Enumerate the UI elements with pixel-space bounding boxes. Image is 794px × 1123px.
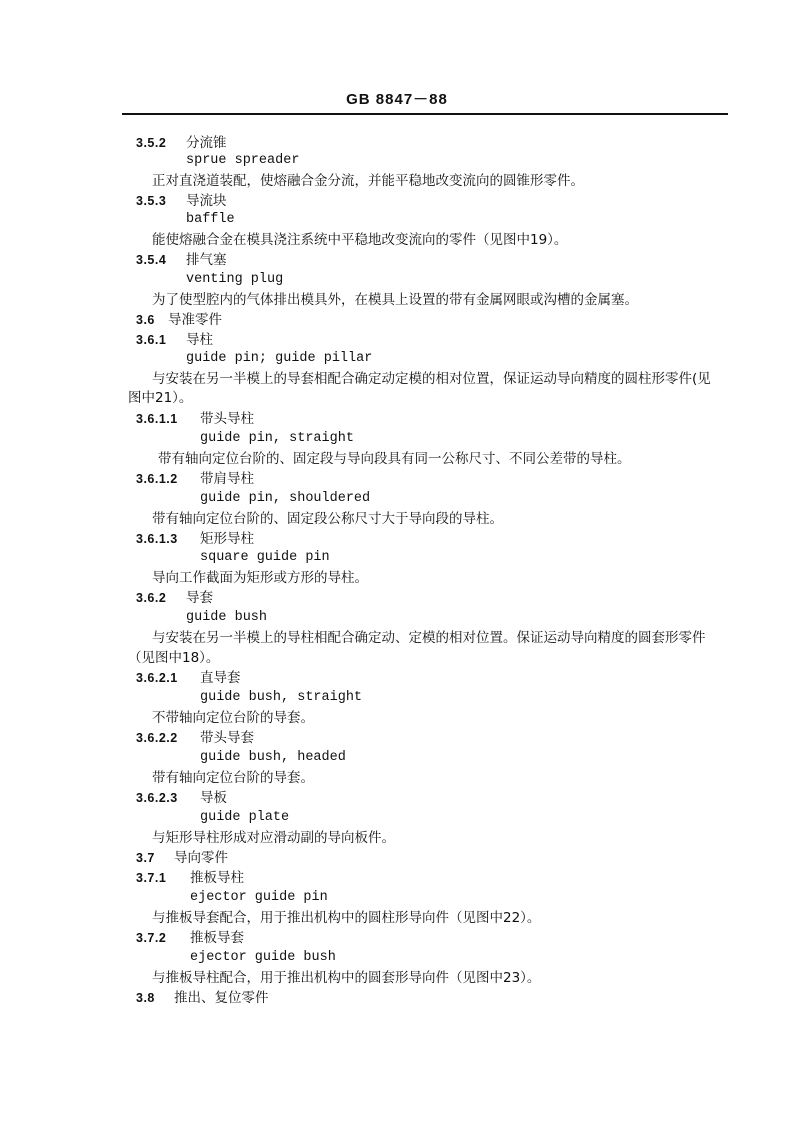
- term-heading: [136, 589, 213, 607]
- term-chinese: 带肩导柱: [200, 471, 254, 487]
- term-chinese: 矩形导柱: [200, 531, 254, 547]
- term-heading: [136, 729, 254, 747]
- term-heading: [136, 251, 227, 269]
- term-english: square guide pin: [200, 550, 330, 565]
- term-chinese: 分流锥: [186, 135, 227, 151]
- term-english: guide bush, headed: [200, 750, 346, 765]
- term-definition: 带有轴向定位台阶的导套。: [152, 770, 314, 786]
- term-chinese: 排气塞: [186, 252, 227, 268]
- term-english: ejector guide bush: [190, 950, 336, 965]
- term-english: guide plate: [200, 810, 290, 825]
- term-english: guide pin; guide pillar: [186, 351, 373, 366]
- term-number: 3.7.2: [136, 931, 167, 945]
- term-number: 3.6.2.3: [136, 791, 178, 805]
- term-heading: [136, 134, 227, 152]
- term-english: guide bush, straight: [200, 690, 363, 705]
- term-definition-continued: （见图中18）。: [128, 650, 220, 666]
- header-rule: [122, 113, 728, 115]
- term-chinese: 推板导柱: [190, 870, 244, 886]
- term-definition: 能使熔融合金在模具浇注系统中平稳地改变流向的零件（见图中19）。: [152, 232, 568, 248]
- section-title: 导准零件: [168, 312, 222, 328]
- term-definition-continued: 图中21）。: [128, 390, 193, 406]
- term-chinese: 导板: [200, 790, 227, 806]
- term-chinese: 导柱: [186, 332, 213, 348]
- term-number: 3.5.2: [136, 136, 167, 150]
- term-heading: [136, 192, 227, 210]
- term-english: ejector guide pin: [190, 890, 328, 905]
- term-number: 3.6.1.2: [136, 472, 178, 486]
- term-number: 3.5.4: [136, 253, 167, 267]
- term-heading: [136, 530, 254, 548]
- term-heading: [136, 929, 244, 947]
- term-chinese: 直导套: [200, 670, 241, 686]
- term-number: 3.6.1.3: [136, 532, 178, 546]
- term-heading: [136, 410, 254, 428]
- term-definition: 与推板导柱配合，用于推出机构中的圆套形导向件（见图中23）。: [152, 970, 541, 986]
- section-number: 3.8: [136, 991, 155, 1005]
- term-english: venting plug: [186, 272, 284, 287]
- term-definition: 与矩形导柱形成对应滑动副的导向板件。: [152, 830, 395, 846]
- term-heading: [136, 669, 241, 687]
- term-english: guide pin, straight: [200, 431, 354, 446]
- term-chinese: 导流块: [186, 193, 227, 209]
- term-number: 3.6.1: [136, 333, 167, 347]
- term-heading: [136, 789, 227, 807]
- term-definition: 正对直浇道装配，使熔融合金分流，并能平稳地改变流向的圆锥形零件。: [152, 173, 584, 189]
- term-english: guide bush: [186, 610, 268, 625]
- term-definition: 不带轴向定位台阶的导套。: [152, 710, 314, 726]
- term-definition: 与安装在另一半模上的导柱相配合确定动、定模的相对位置。保证运动导向精度的圆套形零件: [152, 630, 706, 646]
- section-title: 导向零件: [174, 850, 228, 866]
- term-chinese: 带头导柱: [200, 411, 254, 427]
- section-heading: [136, 989, 269, 1007]
- term-chinese: 导套: [186, 590, 213, 606]
- term-heading: [136, 331, 213, 349]
- term-english: baffle: [186, 212, 235, 227]
- term-definition: 与推板导套配合，用于推出机构中的圆柱形导向件（见图中22）。: [152, 910, 541, 926]
- term-definition: 带有轴向定位台阶的、固定段公称尺寸大于导向段的导柱。: [152, 511, 503, 527]
- term-definition: 为了使型腔内的气体排出模具外，在模具上设置的带有金属网眼或沟槽的金属塞。: [152, 292, 638, 308]
- term-chinese: 带头导套: [200, 730, 254, 746]
- term-number: 3.6.2.1: [136, 671, 178, 685]
- term-definition: 带有轴向定位台阶的、固定段与导向段具有同一公称尺寸、不同公差带的导柱。: [158, 451, 631, 467]
- section-number: 3.7: [136, 851, 155, 865]
- term-english: guide pin, shouldered: [200, 491, 371, 506]
- page-header-standard-number: GB 8847－88: [346, 91, 448, 108]
- section-number: 3.6: [136, 313, 155, 327]
- section-title: 推出、复位零件: [174, 990, 269, 1006]
- term-number: 3.5.3: [136, 194, 167, 208]
- term-chinese: 推板导套: [190, 930, 244, 946]
- term-heading: [136, 470, 254, 488]
- term-heading: [136, 869, 244, 887]
- term-definition: 与安装在另一半模上的导套相配合确定动定模的相对位置，保证运动导向精度的圆柱形零件(见: [152, 371, 711, 387]
- term-number: 3.6.2.2: [136, 731, 178, 745]
- term-number: 3.7.1: [136, 871, 167, 885]
- term-definition: 导向工作截面为矩形或方形的导柱。: [152, 570, 368, 586]
- term-number: 3.6.1.1: [136, 412, 178, 426]
- term-number: 3.6.2: [136, 591, 167, 605]
- section-heading: [136, 849, 228, 867]
- section-heading: [136, 311, 222, 329]
- term-english: sprue spreader: [186, 153, 300, 168]
